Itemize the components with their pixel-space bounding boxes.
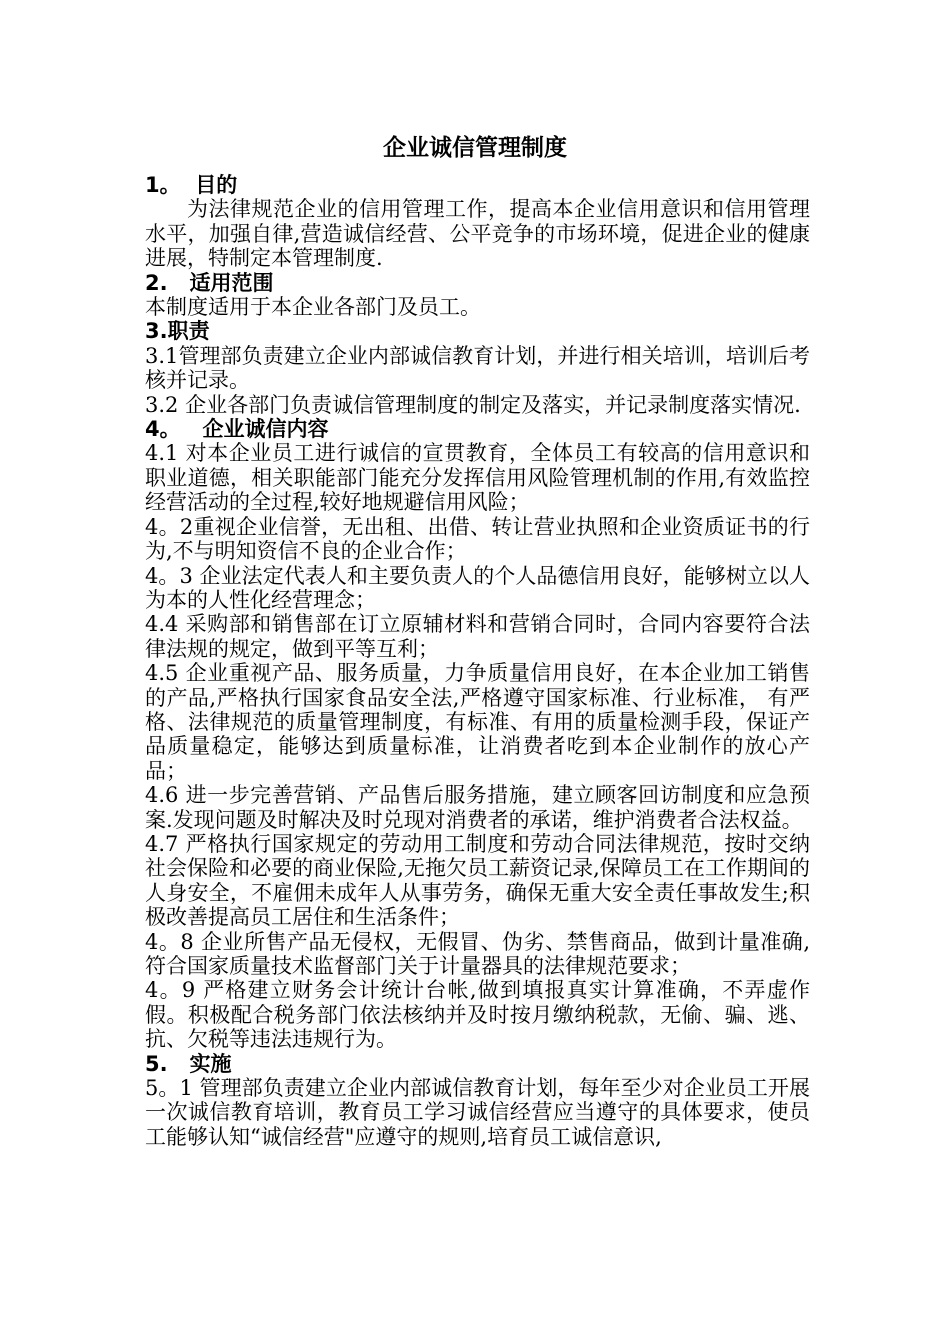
section-heading-purpose: 1。 目的 [145,173,238,197]
document-title: 企业诚信管理制度 [383,135,567,161]
paragraph: 为法律规范企业的信用管理工作，提高本企业信用意识和信用管理水平，加强自律,营造诚信经营、公平竞争的市场环境，促进企业的健康进展，特制定本管理制度. [145,197,810,271]
paragraph: 4.6 进一步完善营销、产品售后服务措施，建立顾客回访制度和应急预案.发现问题及时解决及时兑现对消费者的承诺，维护消费者合法权益。 [145,783,810,832]
paragraph: 4。9 严格建立财务会计统计台帐,做到填报真实计算准确，不弄虚作假。积极配合税务部门依法核纳并及时按月缴纳税款，无偷、骗、逃、抗、欠税等违法违规行为。 [145,978,810,1052]
section-heading-scope: 2. 适用范围 [145,270,274,295]
document-body [145,173,810,1149]
paragraph: 4.1 对本企业员工进行诚信的宣贯教育，全体员工有较高的信用意识和职业道德，相关职能部门能充分发挥信用风险管理机制的作用,有效监控经营活动的全过程,较好地规避信用风险； [145,441,810,515]
paragraph: 4.5 企业重视产品、服务质量，力争质量信用良好，在本企业加工销售的产品,严格执行国家食品安全法,严格遵守国家标准、行业标准， 有严格、法律规范的质量管理制度，有标准、有用的质量检测手段，保证产品质量稳定，能够达到质量标准，让消费者吃到本企业制作的放心产品； [145,661,810,783]
paragraph: 5。1 管理部负责建立企业内部诚信教育计划，每年至少对企业员工开展一次诚信教育培训，教育员工学习诚信经营应当遵守的具体要求，使员工能够认知“诚信经营"应遵守的规则,培育员工诚信意识, [145,1076,810,1149]
section-heading-responsibilities: 3.职责 [145,319,210,344]
paragraph: 3.2 企业各部门负责诚信管理制度的制定及落实，并记录制度落实情况. [145,392,801,417]
paragraph: 4.7 严格执行国家规定的劳动用工制度和劳动合同法律规范，按时交纳社会保险和必要的商业保险,无拖欠员工薪资记录,保障员工在工作期间的人身安全，不雇佣未成年人从事劳务，确保无重大安全责任事故发生;积极改善提高员工居住和生活条件； [145,831,810,930]
paragraph: 4.4 采购部和销售部在订立原辅材料和营销合同时，合同内容要符合法律法规的规定，做到平等互利； [145,612,810,661]
paragraph: 3.1管理部负责建立企业内部诚信教育计划，并进行相关培训，培训后考核并记录。 [145,343,810,393]
paragraph: 4。8 企业所售产品无侵权，无假冒、伪劣、禁售商品，做到计量准确,符合国家质量技术监督部门关于计量器具的法律规范要求； [145,929,810,978]
paragraph: 4。2重视企业信誉，无出租、出借、转让营业执照和企业资质证书的行为,不与明知资信不良的企业合作； [145,514,810,564]
section-heading-integrity-content: 4。 企业诚信内容 [145,417,329,442]
paragraph: 本制度适用于本企业各部门及员工。 [145,295,481,320]
paragraph: 4。3 企业法定代表人和主要负责人的个人品德信用良好，能够树立以人为本的人性化经营理念； [145,563,810,612]
section-heading-implementation: 5. 实施 [145,1051,232,1076]
